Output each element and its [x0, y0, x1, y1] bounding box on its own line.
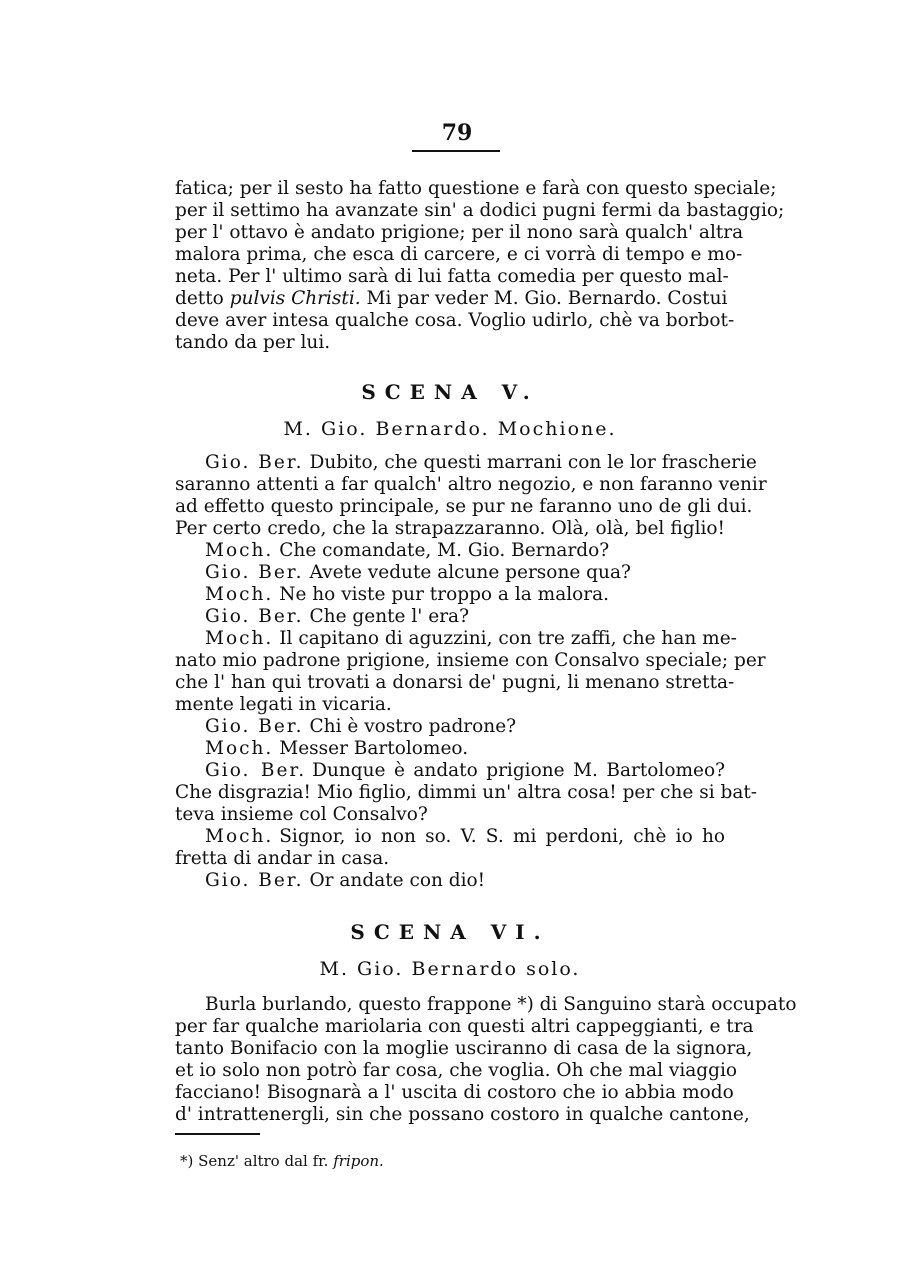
speaker-name: Gio. Ber. — [205, 452, 304, 473]
dialogue-line — [175, 826, 725, 848]
dialogue-text: ad effetto questo principale, se pur ne faranno uno de gli dui. — [175, 496, 753, 517]
text-line — [175, 288, 728, 310]
speaker-name: Moch. — [205, 628, 274, 649]
dialogue-line — [175, 606, 725, 628]
footnote-italic: fripon. — [333, 1152, 384, 1170]
dialogue-text: Che comandate, M. Gio. Bernardo? — [279, 540, 610, 561]
dialogue-text: nato mio padrone prigione, insieme con Consalvo speciale; per — [175, 650, 766, 671]
dialogue-line — [175, 870, 725, 892]
speaker-name: Gio. Ber. — [205, 870, 304, 891]
dialogue-text: Avete vedute alcune persone qua? — [309, 562, 631, 583]
scene-6-title: SCENA VI. — [350, 920, 550, 944]
dialogue-text: Dunque è andato prigione M. Bartolomeo? — [312, 760, 726, 781]
scene-5-dialogue — [175, 452, 767, 892]
dialogue-text: Or andate con dio! — [309, 870, 486, 891]
text-line: et io solo non potrò far cosa, che voglia. Oh che mal viaggio — [175, 1060, 738, 1081]
dialogue-continuation — [175, 804, 725, 826]
page-number: 79 — [441, 120, 473, 146]
dialogue-line — [175, 584, 725, 606]
footnote-rule — [175, 1133, 260, 1135]
text-line: fatica; per il sesto ha fatto questione e farà con questo speciale; — [175, 178, 777, 199]
italic-phrase: pulvis Christi. — [229, 288, 361, 309]
dialogue-text: Messer Bartolomeo. — [279, 738, 469, 759]
text-line: deve aver intesa qualche cosa. Voglio udirlo, chè va borbot- — [175, 310, 735, 331]
dialogue-text: Chi è vostro padrone? — [309, 716, 517, 737]
speaker-name: Gio. Ber. — [205, 606, 304, 627]
speaker-name: Gio. Ber. — [205, 562, 304, 583]
dialogue-continuation — [175, 496, 753, 518]
text-line: tanto Bonifacio con la moglie usciranno di casa de la signora, — [175, 1038, 753, 1059]
dialogue-continuation — [175, 672, 735, 694]
text-line: d' intrattenergli, sin che possano costoro in qualche cantone, — [175, 1104, 750, 1125]
scene-5-title: SCENA V. — [361, 380, 539, 404]
dialogue-line — [175, 716, 725, 738]
speaker-name: Moch. — [205, 738, 274, 759]
text-line: neta. Per l' ultimo sarà di lui fatta comedia per questo mal- — [175, 266, 729, 287]
text-line: per l' ottavo è andato prigione; per il nono sarà qualch' altra — [175, 222, 744, 243]
dialogue-text: Signor, io non so. V. S. mi perdoni, chè io ho — [279, 826, 725, 847]
dialogue-text: fretta di andar in casa. — [175, 848, 390, 869]
dialogue-text: saranno attenti a far qualch' altro negozio, e non faranno venir — [175, 474, 767, 495]
dialogue-text: teva insieme col Consalvo? — [175, 804, 428, 825]
opening-paragraph — [175, 178, 785, 354]
page-number-rule — [412, 150, 500, 152]
dialogue-continuation — [175, 518, 725, 540]
speaker-name: Gio. Ber. — [205, 760, 307, 781]
text-segment: detto — [175, 288, 230, 309]
dialogue-line — [175, 452, 757, 474]
dialogue-text: Che gente l' era? — [309, 606, 470, 627]
scene-6-cast: M. Gio. Bernardo solo. — [319, 958, 581, 980]
dialogue-continuation — [175, 474, 767, 496]
text-line: malora prima, che esca di carcere, e ci vorrà di tempo e mo- — [175, 244, 743, 265]
dialogue-continuation — [175, 848, 725, 870]
speaker-name: Moch. — [205, 584, 274, 605]
dialogue-text: mente legati in vicaria. — [175, 694, 392, 715]
dialogue-text: che l' han qui trovati a donarsi de' pugni, li menano stretta- — [175, 672, 735, 693]
dialogue-line — [175, 562, 725, 584]
footnote-text: Senz' altro dal fr. — [198, 1152, 329, 1170]
dialogue-line — [175, 540, 725, 562]
dialogue-text: Ne ho viste pur troppo a la malora. — [279, 584, 610, 605]
dialogue-continuation — [175, 650, 766, 672]
text-line: Burla burlando, questo frappone *) di Sanguino starà occupato — [205, 994, 797, 1015]
dialogue-line — [175, 738, 725, 760]
dialogue-text: Il capitano di aguzzini, con tre zaffi, che han me- — [279, 628, 737, 649]
dialogue-text: Per certo credo, che la strapazzaranno. Olà, olà, bel figlio! — [175, 518, 725, 539]
dialogue-text: Dubito, che questi marrani con le lor frascherie — [309, 452, 757, 473]
dialogue-line — [175, 628, 737, 650]
speaker-name: Moch. — [205, 540, 274, 561]
text-line: per il settimo ha avanzate sin' a dodici pugni fermi da bastaggio; — [175, 200, 785, 221]
speaker-name: Moch. — [205, 826, 274, 847]
scene-5-cast: M. Gio. Bernardo. Mochione. — [283, 418, 617, 440]
dialogue-text: Che disgrazia! Mio figlio, dimmi un' altra cosa! per che si bat- — [175, 782, 758, 803]
text-line: facciano! Bisognarà a l' uscita di costoro che io abbia modo — [175, 1082, 734, 1103]
dialogue-continuation — [175, 694, 725, 716]
text-line: tando da per lui. — [175, 332, 331, 353]
dialogue-continuation — [175, 782, 758, 804]
text-line: per far qualche mariolaria con questi altri cappeggianti, e tra — [175, 1016, 754, 1037]
dialogue-line — [175, 760, 725, 782]
text-segment: Mi par veder M. Gio. Bernardo. Costui — [360, 288, 728, 309]
footnote-marker: *) — [180, 1152, 194, 1170]
footnote — [180, 1152, 384, 1170]
speaker-name: Gio. Ber. — [205, 716, 304, 737]
scene-6-monologue — [175, 994, 797, 1126]
